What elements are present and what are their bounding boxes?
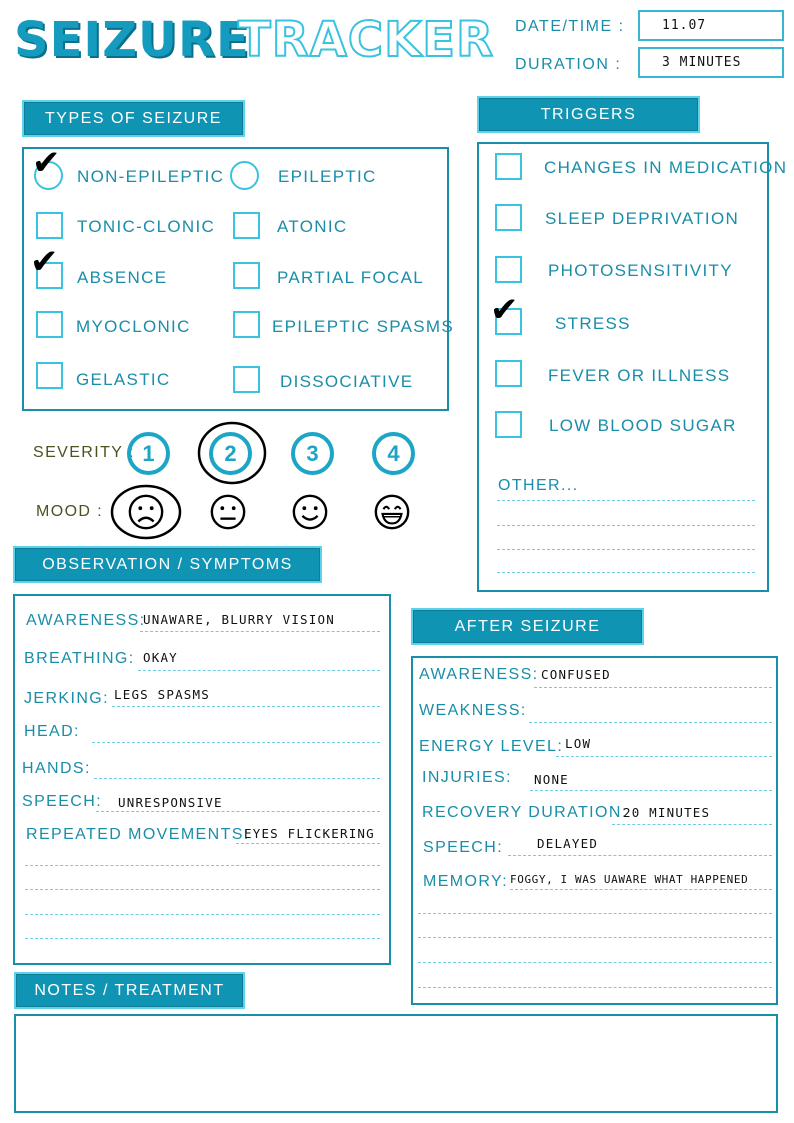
after-awareness-label: AWARENESS: [419, 666, 539, 683]
smile-face-icon[interactable] [291, 493, 329, 531]
tonic-clonic-checkbox[interactable] [36, 212, 63, 239]
changes-in-medication-checkbox[interactable] [495, 153, 522, 180]
checkmark-icon: ✔ [490, 290, 519, 330]
neutral-face-icon[interactable] [209, 493, 247, 531]
gelastic-label: GELASTIC [76, 370, 171, 389]
obs-hands-label: HANDS: [22, 760, 91, 777]
obs-speech-label: SPEECH: [22, 793, 103, 810]
after-memory-line[interactable] [510, 889, 772, 890]
obs-jerking-value: LEGS SPASMS [114, 687, 210, 702]
after-energy-label: ENERGY LEVEL: [419, 738, 564, 755]
other-line[interactable] [497, 525, 755, 526]
non-epileptic-label: NON-EPILEPTIC [77, 167, 225, 186]
after-injuries-label: INJURIES: [422, 769, 512, 786]
photosensitivity-checkbox[interactable] [495, 256, 522, 283]
other-line[interactable] [497, 549, 755, 550]
epileptic-label: EPILEPTIC [278, 167, 377, 186]
after-heading: AFTER SEIZURE [411, 608, 644, 645]
checkmark-icon: ✔ [30, 242, 59, 282]
grin-face-icon[interactable] [373, 493, 411, 531]
sleep-deprivation-checkbox[interactable] [495, 204, 522, 231]
after-speech-line[interactable] [508, 855, 772, 856]
photosensitivity-label: PHOTOSENSITIVITY [548, 261, 733, 280]
obs-breathing-line[interactable] [138, 670, 380, 671]
obs-speech-line[interactable] [96, 811, 380, 812]
other-line[interactable] [497, 500, 755, 501]
after-memory-label: MEMORY: [423, 873, 509, 890]
triggers-heading: TRIGGERS [477, 96, 700, 133]
low-blood-sugar-checkbox[interactable] [495, 411, 522, 438]
after-recovery-line[interactable] [612, 824, 772, 825]
epileptic-spasms-label: EPILEPTIC SPASMS [272, 317, 455, 336]
obs-breathing-label: BREATHING: [24, 650, 135, 667]
mood-label: MOOD : [36, 503, 104, 520]
after-awareness-line[interactable] [534, 687, 772, 688]
obs-speech-value: UNRESPONSIVE [118, 795, 223, 810]
obs-awareness-line[interactable] [140, 631, 380, 632]
notes-heading: NOTES / TREATMENT [14, 972, 245, 1009]
low-blood-sugar-label: LOW BLOOD SUGAR [549, 416, 737, 435]
partial-focal-label: PARTIAL FOCAL [277, 268, 424, 287]
sleep-deprivation-label: SLEEP DEPRIVATION [545, 209, 740, 228]
obs-jerking-label: JERKING: [24, 690, 109, 707]
duration-label: DURATION : [515, 56, 622, 73]
severity-3[interactable]: 3 [291, 432, 334, 475]
obs-awareness-label: AWARENESS: [26, 612, 146, 629]
myoclonic-checkbox[interactable] [36, 311, 63, 338]
after-extra-line[interactable] [418, 913, 772, 914]
epileptic-spasms-checkbox[interactable] [233, 311, 260, 338]
dissociative-label: DISSOCIATIVE [280, 372, 414, 391]
obs-repeated-line[interactable] [236, 843, 380, 844]
after-energy-value: LOW [565, 736, 592, 751]
after-extra-line[interactable] [418, 937, 772, 938]
after-awareness-value: CONFUSED [541, 667, 611, 682]
date-field[interactable]: 11.07 [638, 10, 784, 41]
obs-breathing-value: OKAY [143, 650, 178, 665]
severity-1[interactable]: 1 [127, 432, 170, 475]
obs-head-label: HEAD: [24, 723, 80, 740]
fever-or-illness-label: FEVER OR ILLNESS [548, 366, 731, 385]
after-extra-line[interactable] [418, 962, 772, 963]
severity-label: SEVERITY : [33, 444, 135, 461]
title-part2: TRACKER [238, 12, 495, 68]
date-label: DATE/TIME : [515, 18, 625, 35]
fever-or-illness-checkbox[interactable] [495, 360, 522, 387]
obs-repeated-label: REPEATED MOVEMENTS: [26, 826, 250, 843]
sad-face-icon[interactable] [127, 493, 165, 531]
title-part1: SEIZURE [14, 12, 250, 68]
after-memory-value: FOGGY, I WAS UAWARE WHAT HAPPENED [510, 873, 749, 886]
severity-2[interactable]: 2 [209, 432, 252, 475]
gelastic-checkbox[interactable] [36, 362, 63, 389]
changes-in-medication-label: CHANGES IN MEDICATION [544, 158, 788, 177]
atonic-label: ATONIC [277, 217, 348, 236]
tonic-clonic-label: TONIC-CLONIC [77, 217, 216, 236]
obs-repeated-value: EYES FLICKERING [244, 826, 375, 841]
after-injuries-line[interactable] [530, 790, 772, 791]
dissociative-checkbox[interactable] [233, 366, 260, 393]
obs-awareness-value: UNAWARE, BLURRY VISION [143, 612, 335, 627]
after-energy-line[interactable] [556, 756, 772, 757]
severity-4[interactable]: 4 [372, 432, 415, 475]
after-speech-value: DELAYED [537, 836, 599, 851]
obs-extra-line[interactable] [25, 914, 380, 915]
obs-jerking-line[interactable] [112, 706, 380, 707]
notes-textarea[interactable] [14, 1014, 778, 1113]
atonic-checkbox[interactable] [233, 212, 260, 239]
types-heading: TYPES OF SEIZURE [22, 100, 245, 137]
checkmark-icon: ✔ [32, 143, 61, 183]
other-label: OTHER... [498, 477, 579, 494]
obs-head-line[interactable] [92, 742, 380, 743]
obs-extra-line[interactable] [25, 865, 380, 866]
epileptic-radio[interactable] [230, 161, 259, 190]
obs-hands-line[interactable] [94, 778, 380, 779]
myoclonic-label: MYOCLONIC [76, 317, 191, 336]
after-weakness-label: WEAKNESS: [419, 702, 527, 719]
duration-field[interactable]: 3 MINUTES [638, 47, 784, 78]
other-line[interactable] [497, 572, 755, 573]
stress-label: STRESS [555, 314, 631, 333]
after-weakness-line[interactable] [529, 722, 772, 723]
after-recovery-label: RECOVERY DURATION: [422, 804, 628, 821]
after-recovery-value: 20 MINUTES [623, 805, 711, 820]
partial-focal-checkbox[interactable] [233, 262, 260, 289]
after-extra-line[interactable] [418, 987, 772, 988]
selection-circle-icon [196, 419, 268, 485]
obs-extra-line[interactable] [25, 938, 380, 939]
after-injuries-value: NONE [534, 772, 569, 787]
observation-heading: OBSERVATION / SYMPTOMS [13, 546, 322, 583]
after-speech-label: SPEECH: [423, 839, 504, 856]
obs-extra-line[interactable] [25, 889, 380, 890]
absence-label: ABSENCE [77, 268, 168, 287]
